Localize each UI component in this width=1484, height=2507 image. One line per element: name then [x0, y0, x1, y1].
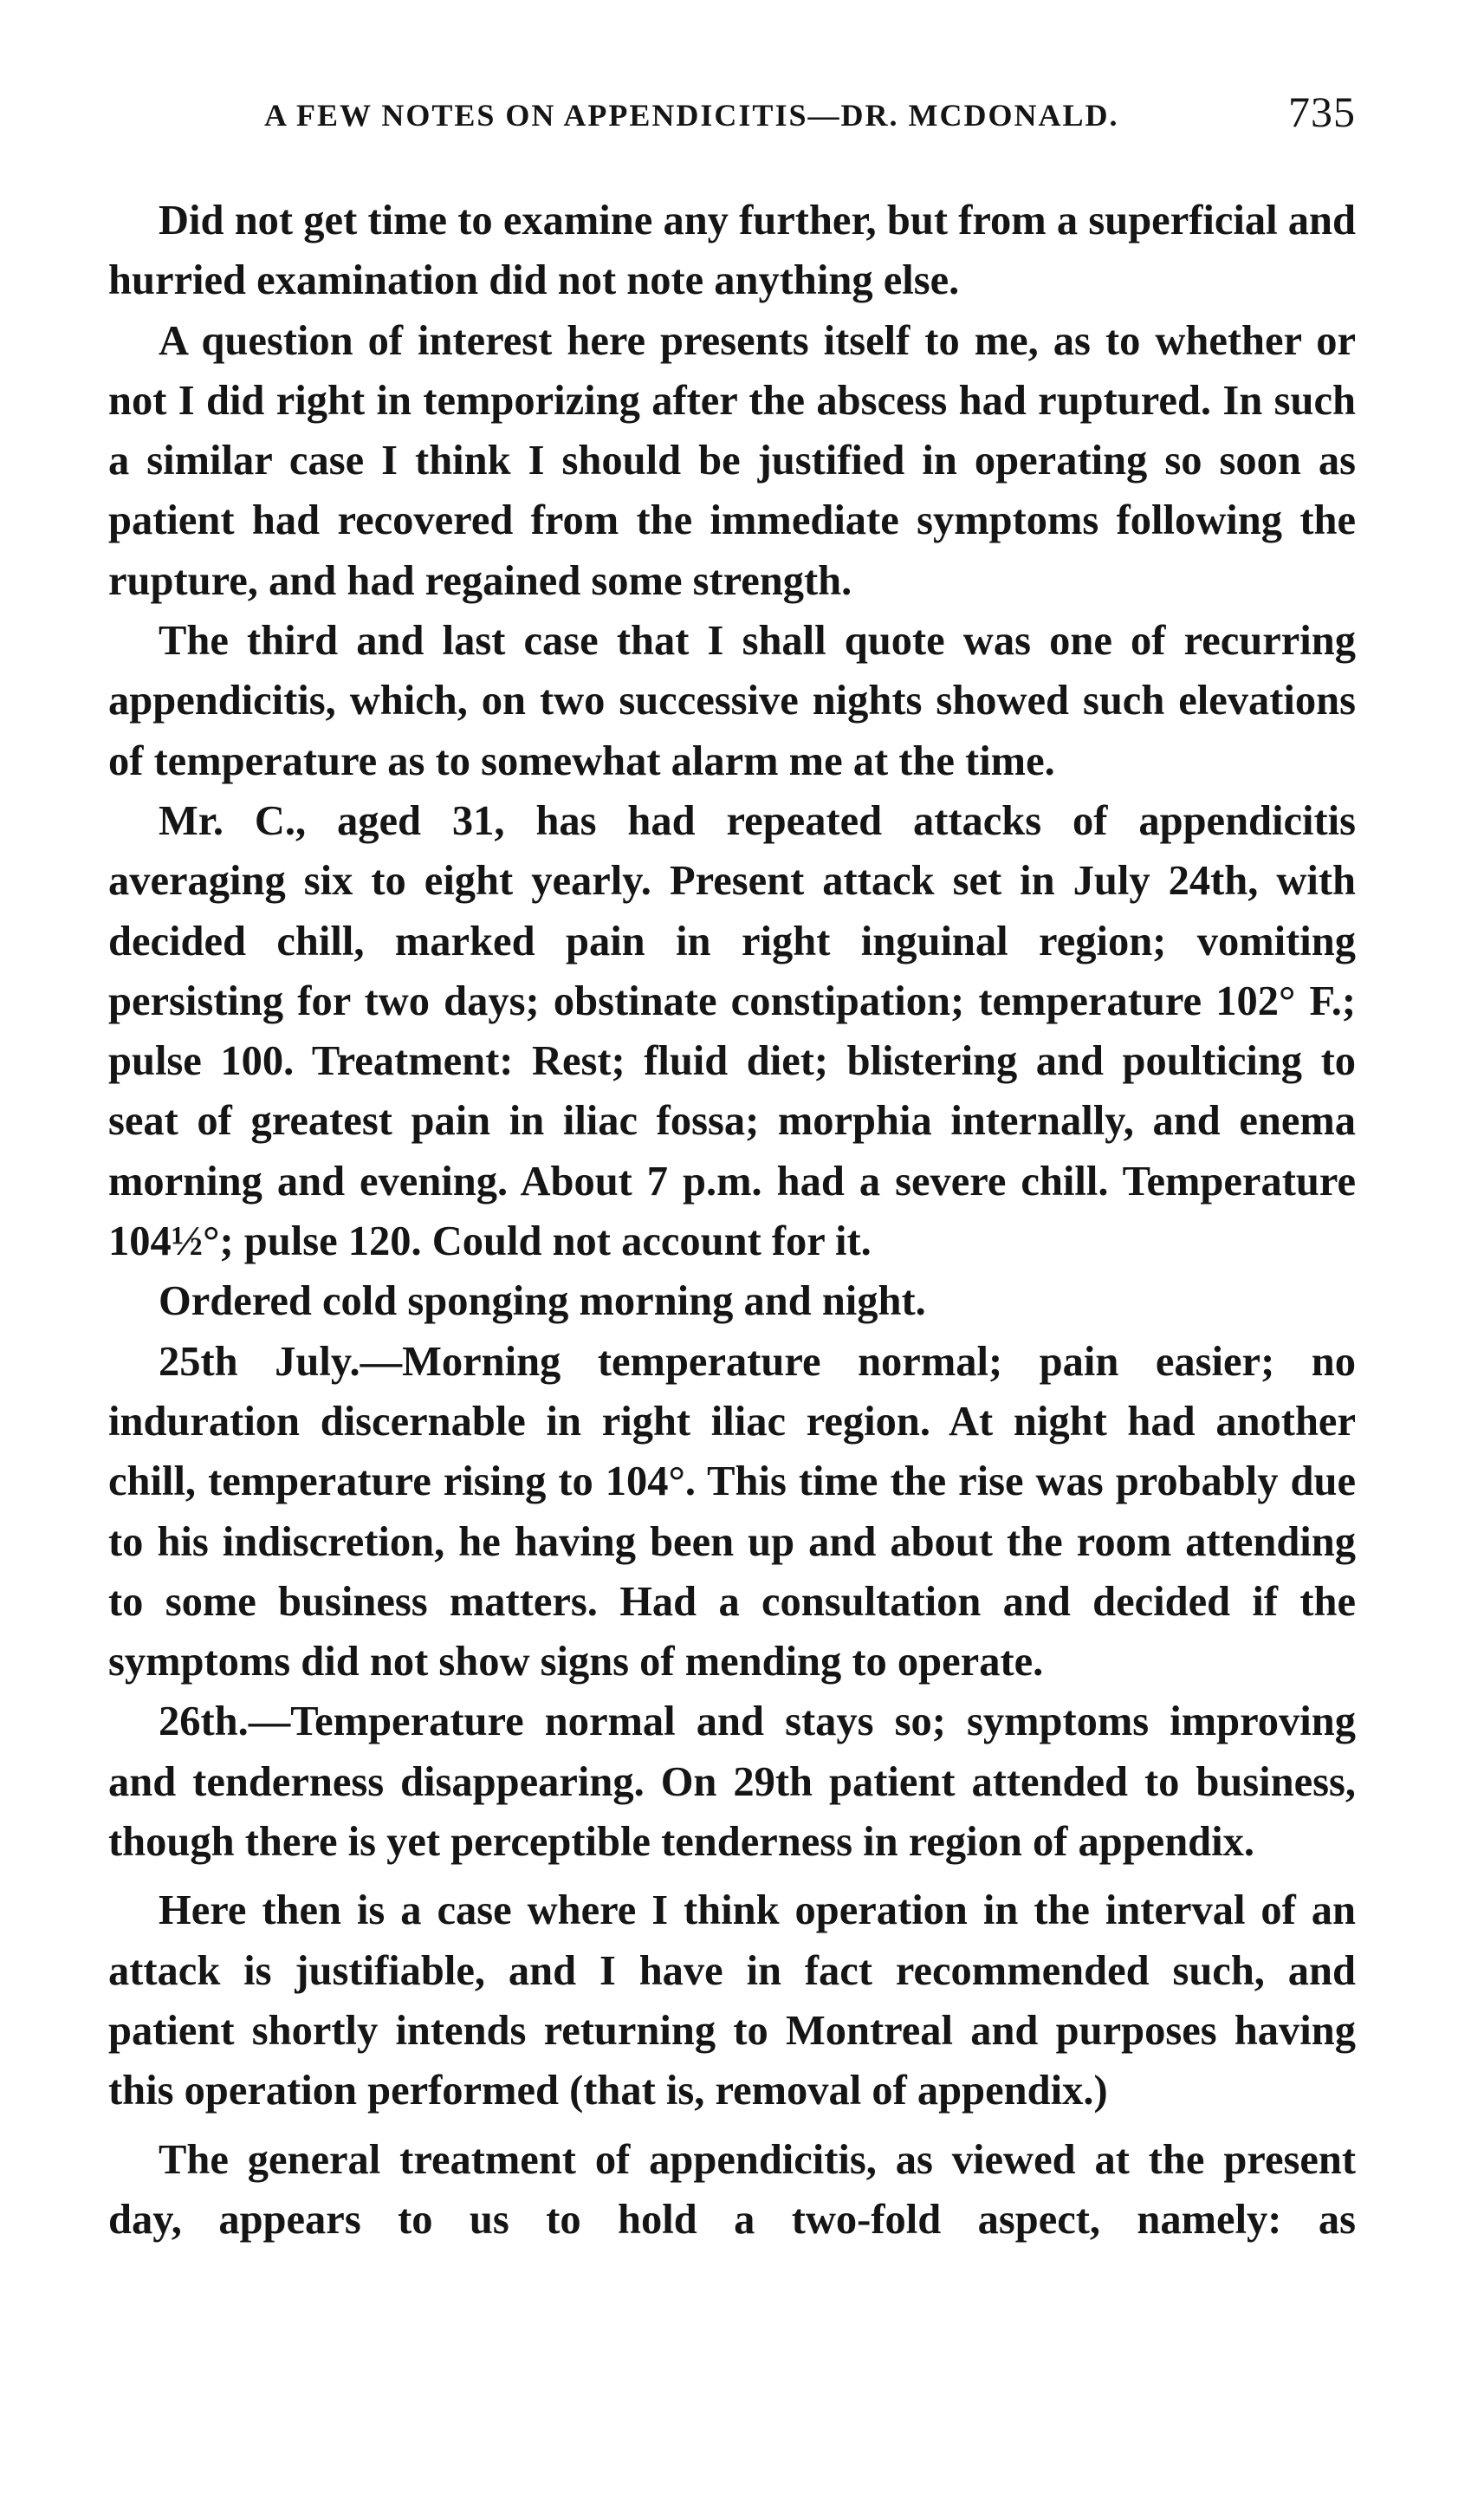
running-header [108, 83, 1356, 146]
page-number: 735 [1288, 88, 1356, 136]
paragraph: The third and last case that I shall quote was one of recurring appendicitis, which, on two successive nights showed such elevations of temperature as to somewhat alarm me at the time. [108, 618, 1356, 784]
running-title: A FEW NOTES ON APPENDICITIS—DR. MCDONALD. [264, 98, 1119, 133]
paragraph: Ordered cold sponging morning and night. [159, 1278, 926, 1325]
paragraph: 26th.—Temperature normal and stays so; symptoms improving and tenderness disappearing. On 29th patient attended to business, though there is yet perceptible tenderness in region of appendix. [108, 1698, 1356, 1866]
paragraph: Did not get time to examine any further, but from a superficial and hurried examination did not note anything else. [108, 198, 1356, 304]
paragraph: The general treatment of appendicitis, as viewed at the present day, appears to us to hold a two-fold aspect, namely: as [108, 2136, 1356, 2243]
paragraph: Here then is a case where I think operation in the interval of an attack is justifiable, and I have in fact recommended such, and patient shortly intends returning to Montreal and purposes having this operation performed (that is, removal of appendix.) [108, 1887, 1356, 2114]
paragraph: Mr. C., aged 31, has had repeated attacks of appendicitis averaging six to eight yearly. Present attack set in July 24th, with decided chill, marked pain in right inguinal region; vomiting persisting for two days; obstinate constipation; temperature 102° F.; pulse 100. Treatment: Rest; fluid diet; blistering and poulticing to seat of greatest pain in iliac fossa; morphia internally, and enema morning and evening. About 7 p.m. had a severe chill. Temperature 104½°; pulse 120. Could not account for it. [108, 797, 1356, 1265]
paragraph: 25th July.—Morning temperature normal; pain easier; no induration discernable in right iliac region. At night had another chill, temperature rising to 104°. This time the rise was probably due to his indiscretion, he having been up and about the room attending to some business matters. Had a consultation and decided if the symptoms did not show signs of mending to operate. [108, 1338, 1356, 1685]
paragraph: A question of interest here presents itself to me, as to whether or not I did right in temporizing after the abscess had ruptured. In such a similar case I think I should be justified in operating so soon as patient had recovered from the immediate symptoms following the rupture, and had regained some strength. [108, 317, 1356, 604]
book-page [108, 83, 1356, 2250]
body-text [108, 191, 1356, 2250]
